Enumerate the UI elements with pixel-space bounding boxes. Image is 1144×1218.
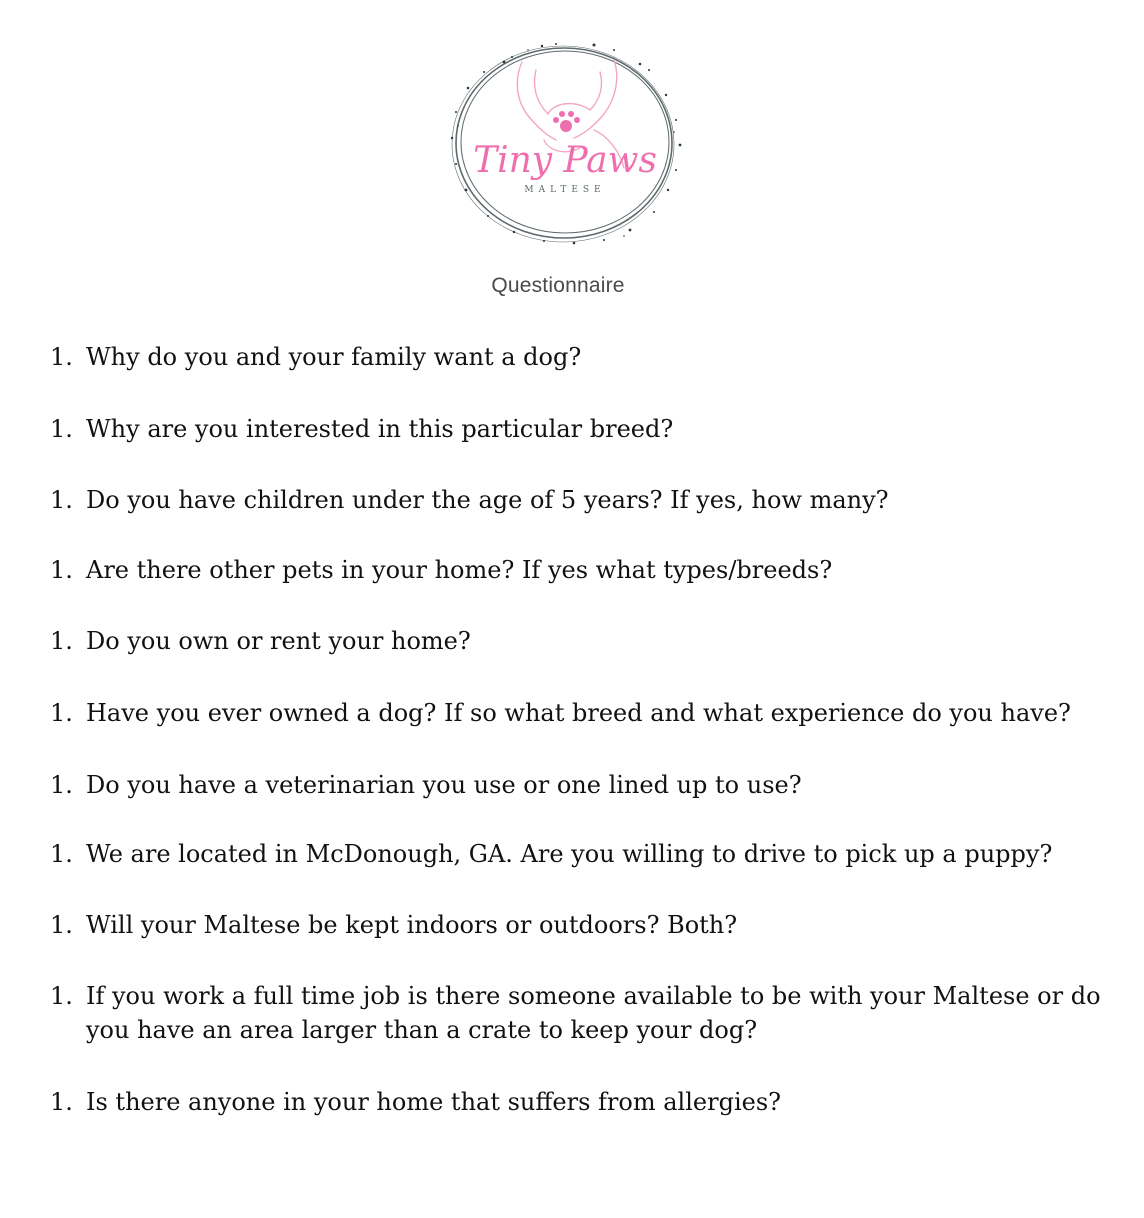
question-text: If you work a full time job is there someone available to be with your Maltese or do you have an area larger than a crate to keep your dog? xyxy=(86,982,1101,1044)
question-number: 1. xyxy=(50,840,73,868)
logo xyxy=(444,40,686,246)
question-number: 1. xyxy=(50,415,73,443)
question-item xyxy=(0,979,1144,1047)
question-item xyxy=(0,768,1144,802)
question-item xyxy=(0,1085,1144,1119)
question-list xyxy=(0,340,1144,1119)
question-item xyxy=(0,908,1144,942)
question-number: 1. xyxy=(50,486,73,514)
question-number: 1. xyxy=(50,982,73,1010)
question-item xyxy=(0,696,1144,730)
question-number: 1. xyxy=(50,1088,73,1116)
question-number: 1. xyxy=(50,911,73,939)
question-number: 1. xyxy=(50,771,73,799)
logo-script-text: Tiny Paws xyxy=(473,140,657,181)
question-number: 1. xyxy=(50,699,73,727)
question-item xyxy=(0,553,1144,587)
question-text: Will your Maltese be kept indoors or outdoors? Both? xyxy=(86,911,738,939)
question-text: Have you ever owned a dog? If so what breed and what experience do you have? xyxy=(86,699,1071,727)
question-item xyxy=(0,624,1144,658)
question-number: 1. xyxy=(50,556,73,584)
question-text: Do you have a veterinarian you use or one lined up to use? xyxy=(86,771,802,799)
page-subtitle: Questionnaire xyxy=(491,274,625,297)
question-text: Is there anyone in your home that suffers from allergies? xyxy=(86,1088,782,1116)
question-number: 1. xyxy=(50,627,73,655)
question-item xyxy=(0,837,1144,871)
question-text: Do you have children under the age of 5 years? If yes, how many? xyxy=(86,486,889,514)
question-text: Why do you and your family want a dog? xyxy=(86,343,582,371)
question-item xyxy=(0,483,1144,517)
question-number: 1. xyxy=(50,343,73,371)
question-text: Do you own or rent your home? xyxy=(86,627,471,655)
question-text: We are located in McDonough, GA. Are you willing to drive to pick up a puppy? xyxy=(86,840,1053,868)
logo-sub-text: MALTESE xyxy=(524,185,606,195)
question-item xyxy=(0,340,1144,374)
question-text: Why are you interested in this particular breed? xyxy=(86,415,674,443)
question-text: Are there other pets in your home? If yes what types/breeds? xyxy=(86,556,833,584)
question-item xyxy=(0,412,1144,446)
logo-emblem xyxy=(444,40,686,246)
